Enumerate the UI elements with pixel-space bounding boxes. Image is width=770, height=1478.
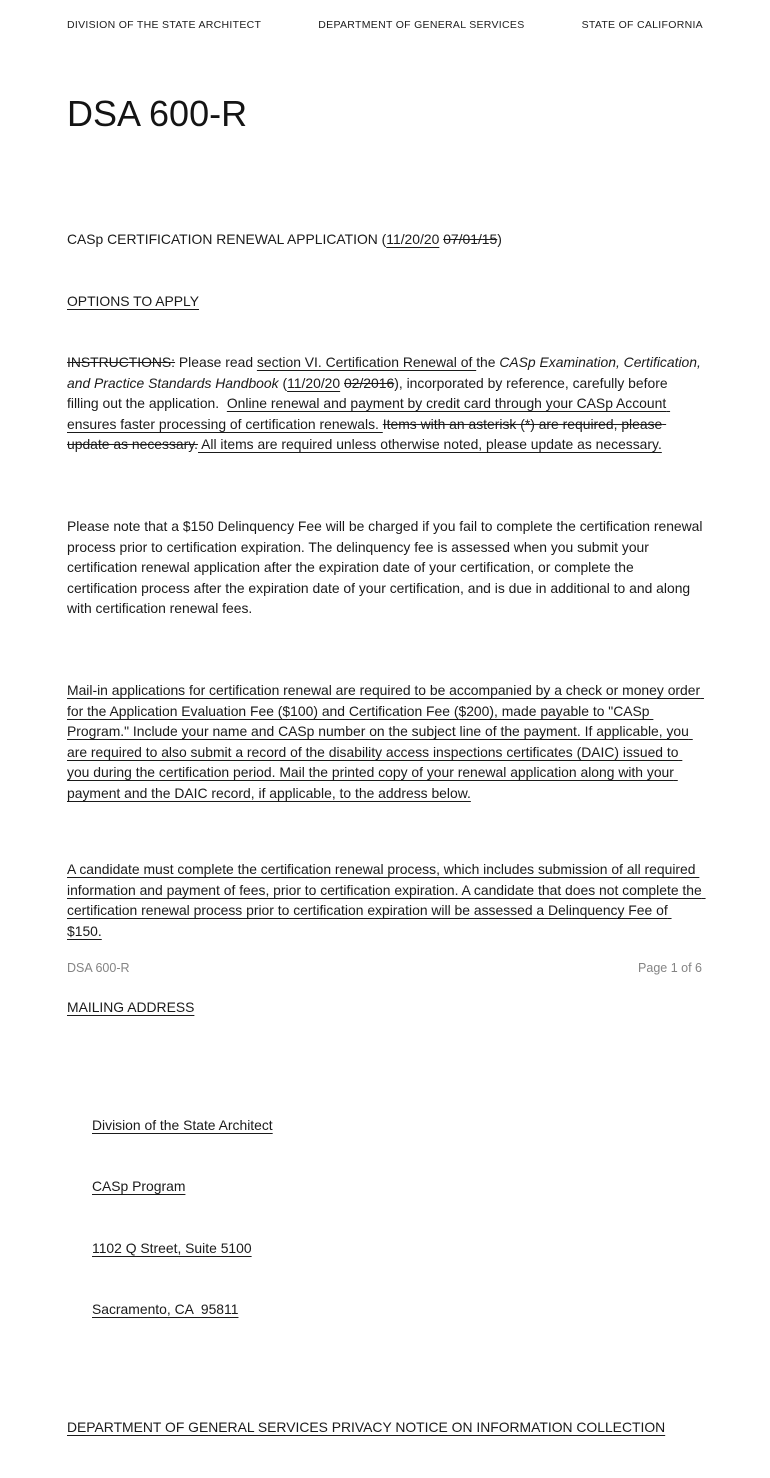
text-run: INSTRUCTIONS: (67, 354, 176, 370)
text-run: ) (497, 231, 502, 247)
footer-page-number: Page 1 of 6 (638, 961, 702, 975)
text-run: All items are required unless otherwise noted, please update as necessary. (198, 436, 662, 452)
text-run: Please note that a $150 Delinquency Fee will be charged if you fail to complete the certification renewal process prior to certification expiration. The delinquency fee is assessed when you submit your certification renewal application after the expiration date of your certification, or complete the certification process after the expiration date of your certification, and is due in additional to and along with certification renewal fees. (67, 518, 707, 616)
text-run: Mail-in applications for certification renewal are required to be accompanied by a check or money order for the Application Evaluation Fee ($100) and Certification Fee ($200), made payable to "CASp Program." Include your name and CASp number on the subject line of the payment. If applicable, you are required to also submit a record of the disability access inspections certificates (DAIC) issued to you during the certification period. Mail the printed copy of your renewal application along with your payment and the DAIC record, if applicable, to the address below. (67, 682, 704, 801)
header-agency-left: DIVISION OF THE STATE ARCHITECT (67, 19, 262, 31)
address-line (92, 1238, 703, 1259)
delinquency-paragraph (67, 516, 707, 619)
document-body (67, 188, 707, 1478)
mailin-paragraph (67, 680, 703, 803)
instructions-paragraph (67, 352, 703, 455)
text-run: CASp Examination, Certification, and Practice Standards Handbook (67, 354, 705, 391)
text-run: Online renewal and payment by credit card through your CASp Account ensures faster processing of certification renewals. (67, 395, 671, 432)
candidate-paragraph (67, 859, 706, 941)
address-line (92, 1115, 703, 1136)
text-run: ), incorporated by reference, carefully before filling out the application. (67, 374, 672, 411)
privacy-notice-heading (67, 1417, 703, 1438)
text-run: Sacramento, CA 95811 (92, 1301, 239, 1317)
text-run: MAILING ADDRESS (67, 999, 195, 1015)
text-run: section VI. Certification Renewal of (256, 354, 477, 370)
text-run: 11/20/20 (386, 231, 440, 247)
address-line (92, 1176, 703, 1197)
mailing-address-block (67, 1074, 703, 1361)
mailing-address-heading (67, 997, 703, 1018)
text-run: 02/2016 (344, 374, 395, 391)
text-run: 1102 Q Street, Suite 5100 (92, 1239, 252, 1256)
text-run: the (476, 354, 500, 370)
options-heading (67, 291, 703, 312)
text-run: CASp CERTIFICATION RENEWAL APPLICATION ( (67, 231, 387, 247)
text-run: Items with an asterisk (*) are required, please update as necessary. (67, 415, 667, 452)
app-heading-line (67, 229, 703, 250)
address-line (92, 1299, 703, 1320)
text-run: A candidate must complete the certification renewal process, which includes submission of all required information and payment of fees, prior to certification expiration. A candidate that does not complete the certification renewal process prior to certification expiration will be assessed a Delinquency Fee of $150. (67, 861, 706, 939)
text-run: 07/01/15 (443, 231, 498, 247)
text-run: Division of the State Architect (92, 1116, 273, 1133)
text-run: ( (278, 374, 288, 391)
document-footer (67, 961, 702, 975)
header-agency-right: STATE OF CALIFORNIA (581, 19, 703, 31)
text-run: OPTIONS TO APPLY (67, 292, 200, 309)
text-run: Please read (175, 354, 257, 370)
footer-doc-id: DSA 600-R (67, 961, 130, 975)
document-header (67, 19, 703, 31)
text-run: 11/20/20 (287, 374, 341, 391)
header-agency-center: DEPARTMENT OF GENERAL SERVICES (318, 19, 525, 31)
text-run: CASp Program (92, 1178, 186, 1194)
text-run: DEPARTMENT OF GENERAL SERVICES PRIVACY NOTICE ON INFORMATION COLLECTION (67, 1418, 666, 1435)
page-title: DSA 600-R (67, 93, 248, 134)
